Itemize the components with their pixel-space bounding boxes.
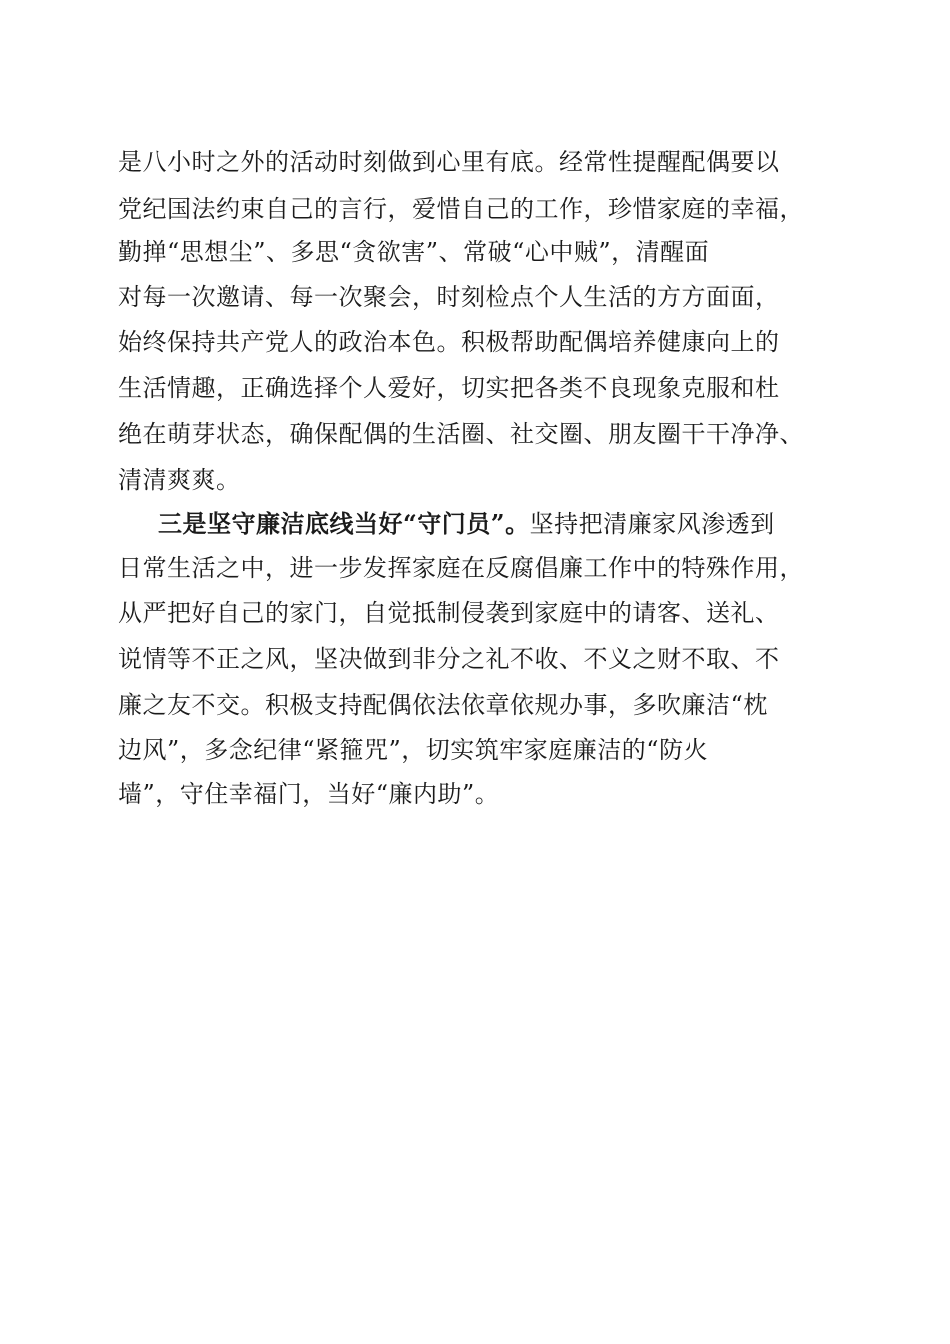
paragraph-2-line-6: 边风”，多念纪律“紧箍咒”，切实筑牢家庭廉洁的“防火 [118, 736, 709, 764]
paragraph-1-line-2: 党纪国法约束自己的言行，爱惜自己的工作，珍惜家庭的幸福， [118, 195, 804, 223]
paragraph-1-line-8: 清清爽爽。 [118, 466, 241, 494]
paragraph-1-line-3: 勤掸“思想尘”、多思“贪欲害”、常破“心中贼”，清醒面 [118, 238, 710, 266]
paragraph-2-line-2: 日常生活之中，进一步发挥家庭在反腐倡廉工作中的特殊作用， [118, 554, 804, 582]
paragraph-2-line-7: 墙”，守住幸福门，当好“廉内助”。 [118, 780, 500, 808]
paragraph-1-line-4: 对每一次邀请、每一次聚会，时刻检点个人生活的方方面面， [118, 283, 780, 311]
paragraph-1-line-7: 绝在萌芽状态，确保配偶的生活圈、社交圈、朋友圈干干净净、 [118, 420, 804, 448]
paragraph-2-line-1 [158, 502, 838, 546]
paragraph-2-line-4: 说情等不正之风，坚决做到非分之礼不收、不义之财不取、不 [118, 645, 780, 673]
paragraph-2-line-5: 廉之友不交。积极支持配偶依法依章依规办事，多吹廉洁“枕 [118, 691, 768, 719]
paragraph-2-heading: 三是坚守廉洁底线当好“守门员”。 [158, 509, 530, 538]
paragraph-1-line-5: 始终保持共产党人的政治本色。积极帮助配偶培养健康向上的 [118, 328, 780, 356]
paragraph-1-line-1: 是八小时之外的活动时刻做到心里有底。经常性提醒配偶要以 [118, 148, 780, 176]
paragraph-1-line-6: 生活情趣，正确选择个人爱好，切实把各类不良现象克服和杜 [118, 374, 780, 402]
paragraph-2-line-1-text: 坚持把清廉家风渗透到 [529, 510, 775, 538]
paragraph-2-line-3: 从严把好自己的家门，自觉抵制侵袭到家庭中的请客、送礼、 [118, 599, 780, 627]
